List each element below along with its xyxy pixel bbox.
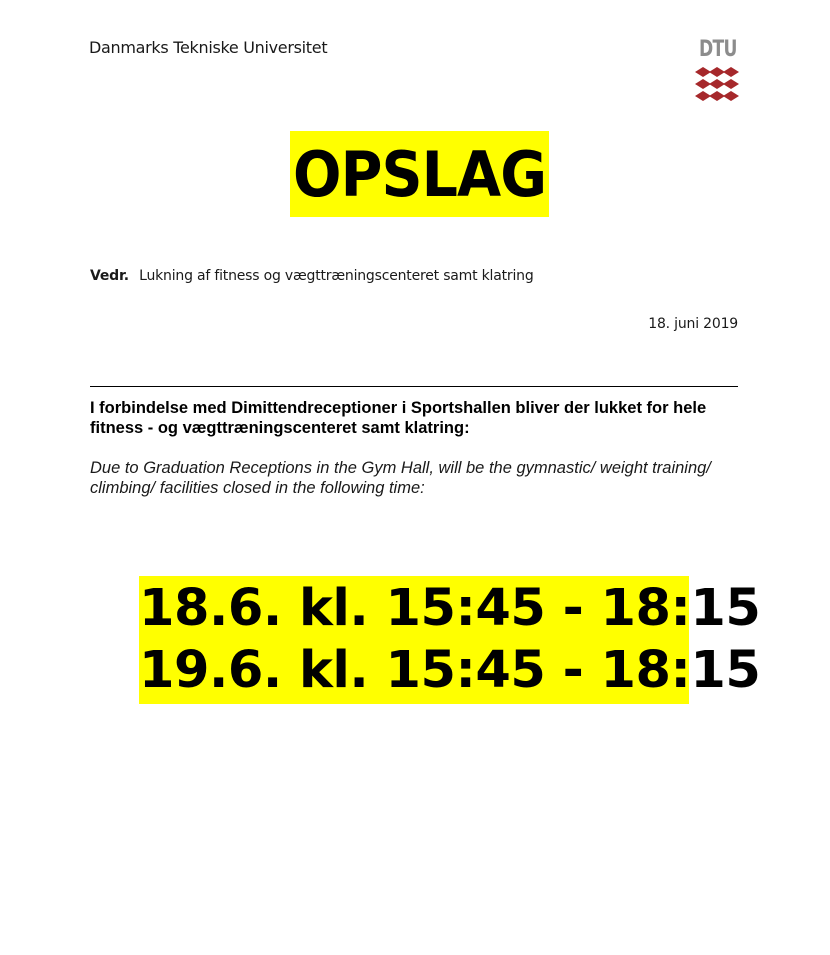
page-title: OPSLAG: [292, 137, 547, 211]
dtu-logo-text: DTU: [699, 37, 737, 62]
closing-time-2: 19.6. kl. 15:45 - 18:15: [139, 641, 761, 700]
english-notice: Due to Graduation Receptions in the Gym Hall, will be the gymnastic/ weight training/ climbing/ facilities closed in the following time:: [90, 459, 711, 497]
title-highlight: [290, 131, 549, 217]
notice-date: 18. juni 2019: [648, 316, 738, 332]
university-name: Danmarks Tekniske Universitet: [89, 38, 328, 57]
divider: [90, 386, 738, 387]
subject-line: [90, 268, 534, 284]
danish-notice: I forbindelse med Dimittendreceptioner i Sportshallen bliver der lukket for hele fitness - og vægttræningscenteret samt klatring:: [90, 399, 707, 437]
dtu-logo: [694, 38, 740, 102]
closing-time-1: 18.6. kl. 15:45 - 18:15: [139, 579, 761, 638]
closing-times-highlight: [139, 576, 761, 704]
subject-text: Lukning af fitness og vægttræningscenteret samt klatring: [139, 268, 534, 284]
subject-label: Vedr.: [90, 268, 129, 284]
dtu-logo-emblem-icon: [694, 66, 740, 102]
